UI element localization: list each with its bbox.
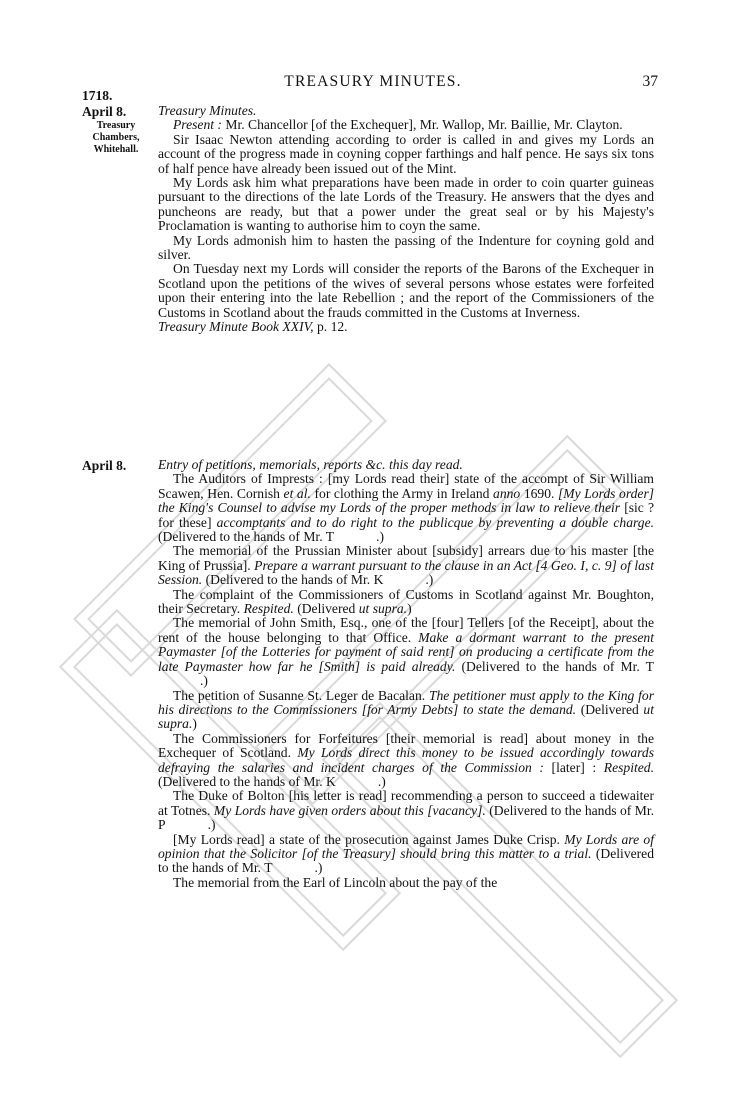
entry-commissioners-forfeitures: The Commissioners for Forfeitures [their memorial is read] about money in the Exchequer of Scotland. My Lords direct this money to be issued accordingly towards defraying the salaries and incident charges of the Commission : [later] : Respited. (Delivered to the hands of Mr. K .) [158,730,654,789]
entry-susanne-st-leger: The petition of Susanne St. Leger de Bacalan. The petitioner must apply to the King for his directions to the Commissioners [for Army Debts] to state the demand. (Delivered ut supra.) [158,687,654,732]
entry-james-duke-crisp: [My Lords read] a state of the prosecution against James Duke Crisp. My Lords are of opinion that the Solicitor [of the Treasury] should bring this matter to a trial. (Delivered to the hands of Mr. T .) [158,831,655,876]
page-number: 37 [642,73,658,90]
entry-john-smith: The memorial of John Smith, Esq., one of the [four] Tellers [of the Receipt], about the rent of the house belonging to that Office. Make a dormant warrant to the present Paymaster [of the Lotteries for payment of said rent] on producing a certificate from the late Paymaster how far he [Smith] is paid already. (Delivered to the hands of Mr. T.) [158,615,654,689]
paragraph: My Lords admonish him to hasten the passing of the Indenture for coyning gold and silver. [158,232,654,263]
source-book: Treasury Minute Book XXIV, [158,319,314,335]
section1-heading: Treasury Minutes. [158,103,257,118]
section1-place-line: Chambers, [92,132,140,143]
section1-place-line: Whitehall. [93,144,139,155]
paragraph: My Lords ask him what preparations have been made in order to coin quarter guineas pursuant to the directions of the late Lords of the Treasury. He answers that the dyes and puncheons are ready, but that a power under the great seal or by his Majesty's Proclamation is wanting to authorise him to coyn the same. [158,175,654,234]
margin-note-3 [82,458,150,473]
entry-commissioners-customs: The complaint of the Commissioners of Customs in Scotland against Mr. Boughton, their Secretary. Respited. (Delivered ut supra.) [158,586,654,617]
present-line [158,118,654,132]
entry-prussian-minister: The memorial of the Prussian Minister about [subsidy] arrears due to his master [the King of Prussia]. Prepare a warrant pursuant to the clause in an Act [4 Geo. I, c. 9] of last Session. (Delivered to the hands of Mr. K .) [158,543,654,588]
page-header [88,73,658,93]
section2-heading: Entry of petitions, memorials, reports &c. this day read. [158,457,463,472]
present-text: Mr. Chancellor [of the Exchequer], Mr. Wallop, Mr. Baillie, Mr. Clayton. [225,117,623,133]
margin-note-1 [82,88,150,103]
year: 1718. [82,88,113,103]
entry-earl-of-lincoln: The memorial from the Earl of Lincoln about the pay of the [173,874,498,890]
section1-place-line: Treasury [96,120,136,131]
source-page: p. 12. [316,319,348,335]
paragraph: Sir Isaac Newton attending according to order is called in and gives my Lords an account of the progress made in coyning copper farthings and half pence. He says six tons of half pence have already been issued out of the Mint. [158,131,654,176]
source-citation [158,320,654,334]
section1-date: April 8. [82,104,127,119]
margin-note-2 [82,104,150,155]
running-head: TREASURY MINUTES. [284,73,462,90]
section-treasury-minutes [158,104,654,335]
entry-duke-of-bolton: The Duke of Bolton [his letter is read] recommending a person to succeed a tidewaiter at Totnes. My Lords have given orders about this [vacancy]. (Delivered to the hands of Mr. P .) [158,788,655,833]
entry-auditors-of-imprests: The Auditors of Imprests : [my Lords read their] state of the accompt of Sir William Scawen, Hen. Cornish et al. for clothing the Army in Ireland anno 1690. [My Lords order] the King's Counsel to advise my Lords of the proper methods in law to relieve their [sic ? for these] accomptants and to do right to the publicque by preventing a double charge. (Delivered to the hands of Mr. T .) [158,471,655,545]
section2-date: April 8. [82,458,127,473]
present-label: Present : [173,117,222,133]
section-entry-of-petitions [158,458,654,890]
paragraph: On Tuesday next my Lords will consider the reports of the Barons of the Exchequer in Scotland upon the petitions of the wives of several persons whose estates were forfeited upon their entering into the late Rebellion ; and the report of the Commissioners of the Customs in Scotland about the frauds committed in the Customs at Inverness. [158,261,654,320]
